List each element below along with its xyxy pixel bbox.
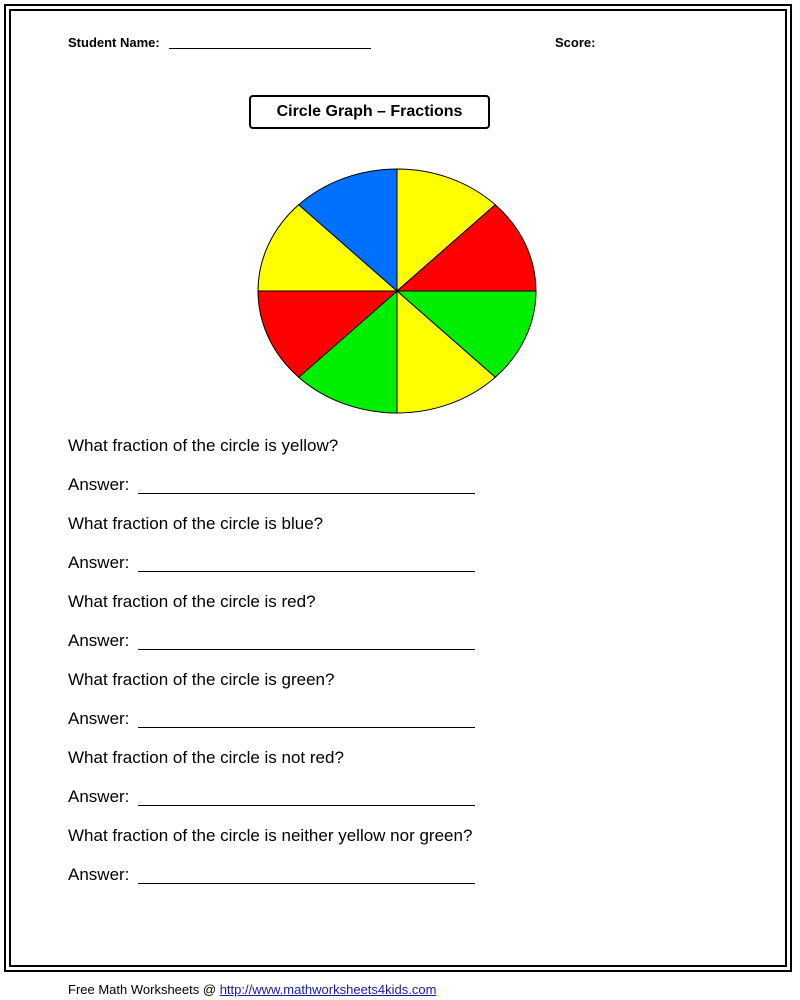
answer-line: [138, 649, 475, 650]
answer-label: Answer:: [68, 475, 130, 494]
question-red: What fraction of the circle is red?: [68, 592, 316, 611]
answer-line: [138, 883, 475, 884]
answer-label: Answer:: [68, 631, 130, 650]
answer-label: Answer:: [68, 787, 130, 806]
circle-graph-slices: [258, 169, 536, 413]
answer-row: [68, 553, 129, 573]
footer: [68, 982, 436, 997]
student-name-line: [169, 48, 371, 49]
score-label: Score:: [555, 35, 596, 50]
answer-label: Answer:: [68, 553, 130, 572]
answer-line: [138, 727, 475, 728]
student-name-label: Student Name:: [68, 35, 160, 50]
footer-link[interactable]: http://www.mathworksheets4kids.com: [219, 982, 437, 997]
worksheet-title: Circle Graph – Fractions: [249, 95, 490, 129]
question-not-red: What fraction of the circle is not red?: [68, 748, 344, 767]
answer-row: [68, 865, 129, 885]
question-blue: What fraction of the circle is blue?: [68, 514, 324, 533]
answer-row: [68, 787, 129, 807]
answer-line: [138, 805, 475, 806]
answer-row: [68, 631, 129, 651]
answer-label: Answer:: [68, 709, 130, 728]
question-neither-yellow-nor-green: What fraction of the circle is neither yellow nor green?: [68, 826, 473, 845]
answer-row: [68, 709, 129, 729]
question-yellow: What fraction of the circle is yellow?: [68, 436, 339, 455]
answer-line: [138, 493, 475, 494]
answer-row: [68, 475, 129, 495]
answer-label: Answer:: [68, 865, 130, 884]
answer-line: [138, 571, 475, 572]
circle-graph: [256, 167, 538, 417]
question-green: What fraction of the circle is green?: [68, 670, 335, 689]
footer-text: Free Math Worksheets @: [68, 982, 217, 997]
